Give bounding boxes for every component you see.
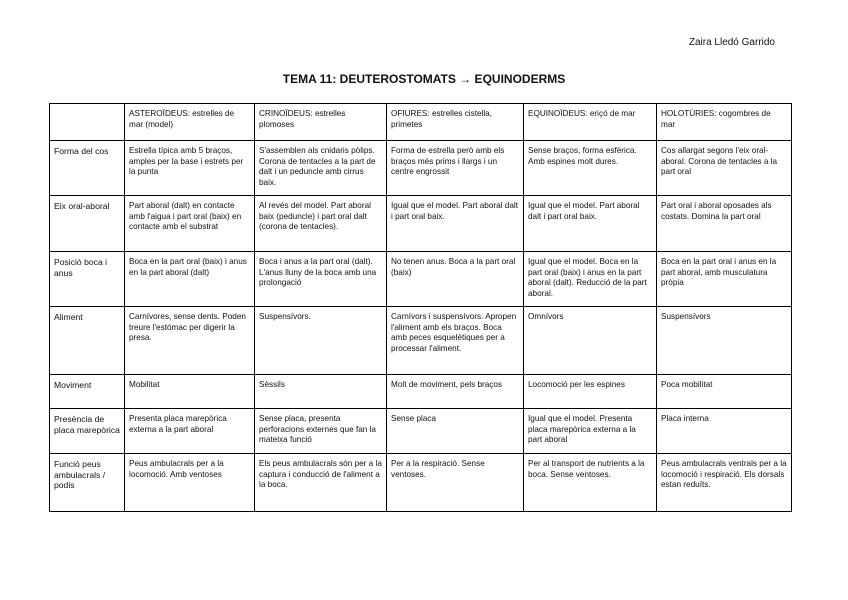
row-label: Aliment xyxy=(50,307,125,375)
table-cell: Carnívors i suspensívors. Apropen l'aliment amb els braços. Boca amb peces esquelètiques per a processar l'aliment. xyxy=(387,307,524,375)
table-cell: Boca en la part oral (baix) i anus en la part aboral (dalt) xyxy=(125,252,255,307)
table-cell: Molt de moviment, pels braços xyxy=(387,375,524,409)
table-cell: Estrella típica amb 5 braços, amples per la base i estrets per la punta xyxy=(125,141,255,196)
header-cell-crinoideus: CRINOÏDEUS: estrelles plomoses xyxy=(255,104,387,141)
table-cell: Placa interna xyxy=(657,409,792,454)
table-cell: Presenta placa marepòrica externa a la part aboral xyxy=(125,409,255,454)
header-cell-equinoideus: EQUINOÏDEUS: eriçó de mar xyxy=(524,104,657,141)
table-cell: Forma de estrella però amb els braços més prims i llargs i un centre engrossit xyxy=(387,141,524,196)
comparison-table xyxy=(49,103,792,512)
table-cell: Peus ambulacrals ventrals per a la locomoció i respiració. Els dorsals estan reduïts. xyxy=(657,454,792,512)
table-cell: Per al transport de nutrients a la boca. Sense ventoses. xyxy=(524,454,657,512)
table-cell: Part aboral (dalt) en contacte amb l'aigua i part oral (baix) en contacte amb el substrat xyxy=(125,196,255,252)
page-title: TEMA 11: DEUTEROSTOMATS → EQUINODERMS xyxy=(282,72,566,86)
table-cell: Sense placa, presenta perforacions externes que fan la mateixa funció xyxy=(255,409,387,454)
table-row xyxy=(50,454,792,512)
table-cell: Al revés del model. Part aboral baix (peduncle) i part oral dalt (corona de tentacles). xyxy=(255,196,387,252)
table-cell: Locomoció per les espines xyxy=(524,375,657,409)
header-cell-asteroideus: ASTEROÏDEUS: estrelles de mar (model) xyxy=(125,104,255,141)
table-cell: Els peus ambulacrals són per a la captura i conducció de l'aliment a la boca. xyxy=(255,454,387,512)
table-row xyxy=(50,307,792,375)
table-cell: Cos allargat segons l'eix oral-aboral. Corona de tentacles a la part oral xyxy=(657,141,792,196)
table-row xyxy=(50,252,792,307)
table-cell: S'assemblen als cnidaris pòlips. Corona de tentacles a la part de dalt i un peduncle amb cirrus baix. xyxy=(255,141,387,196)
table-cell: Per a la respiració. Sense ventoses. xyxy=(387,454,524,512)
table-cell: Sèssils xyxy=(255,375,387,409)
table-cell: Igual que el model. Boca en la part oral (baix) i anus en la part aboral (dalt). Reducció de la part aboral. xyxy=(524,252,657,307)
table-cell: Boca i anus a la part oral (dalt). L'anus lluny de la boca amb una prolongació xyxy=(255,252,387,307)
table-cell: Boca en la part oral i anus en la part aboral, amb musculatura pròpia xyxy=(657,252,792,307)
table-cell: Suspensívors. xyxy=(255,307,387,375)
table-cell: Sense placa xyxy=(387,409,524,454)
table-cell: Omnívors xyxy=(524,307,657,375)
row-label: Funció peus ambulacrals / podis xyxy=(50,454,125,512)
table-header-row xyxy=(50,104,792,141)
table-cell: Igual que el model. Part aboral dalt i part oral baix. xyxy=(524,196,657,252)
table-cell: No tenen anus. Boca a la part oral (baix) xyxy=(387,252,524,307)
table-cell: Sense braços, forma esfèrica. Amb espines molt dures. xyxy=(524,141,657,196)
table-cell: Igual que el model. Part aboral dalt i part oral baix. xyxy=(387,196,524,252)
table-cell: Igual que el model. Presenta placa marepòrica externa a la part aboral xyxy=(524,409,657,454)
table-row xyxy=(50,141,792,196)
row-label: Presència de placa marepòrica xyxy=(50,409,125,454)
header-cell-holoturies: HOLOTÚRIES: cogombres de mar xyxy=(657,104,792,141)
table-row xyxy=(50,409,792,454)
row-label: Eix oral-aboral xyxy=(50,196,125,252)
header-cell-empty xyxy=(50,104,125,141)
table-cell: Suspensívors xyxy=(657,307,792,375)
table-cell: Peus ambulacrals per a la locomoció. Amb ventoses xyxy=(125,454,255,512)
table-cell: Mobilitat xyxy=(125,375,255,409)
row-label: Moviment xyxy=(50,375,125,409)
table-row xyxy=(50,375,792,409)
table-cell: Poca mobilitat xyxy=(657,375,792,409)
table-cell: Part oral i aboral oposades als costats. Domina la part oral xyxy=(657,196,792,252)
header-cell-ofiures: OFIURES: estrelles cistella, primetes xyxy=(387,104,524,141)
table-cell: Carnívores, sense dents. Poden treure l'estómac per digerir la presa. xyxy=(125,307,255,375)
row-label: Forma del cos xyxy=(50,141,125,196)
table-row xyxy=(50,196,792,252)
author-name: Zaira Lledó Garrido xyxy=(688,37,775,48)
row-label: Posició boca i anus xyxy=(50,252,125,307)
